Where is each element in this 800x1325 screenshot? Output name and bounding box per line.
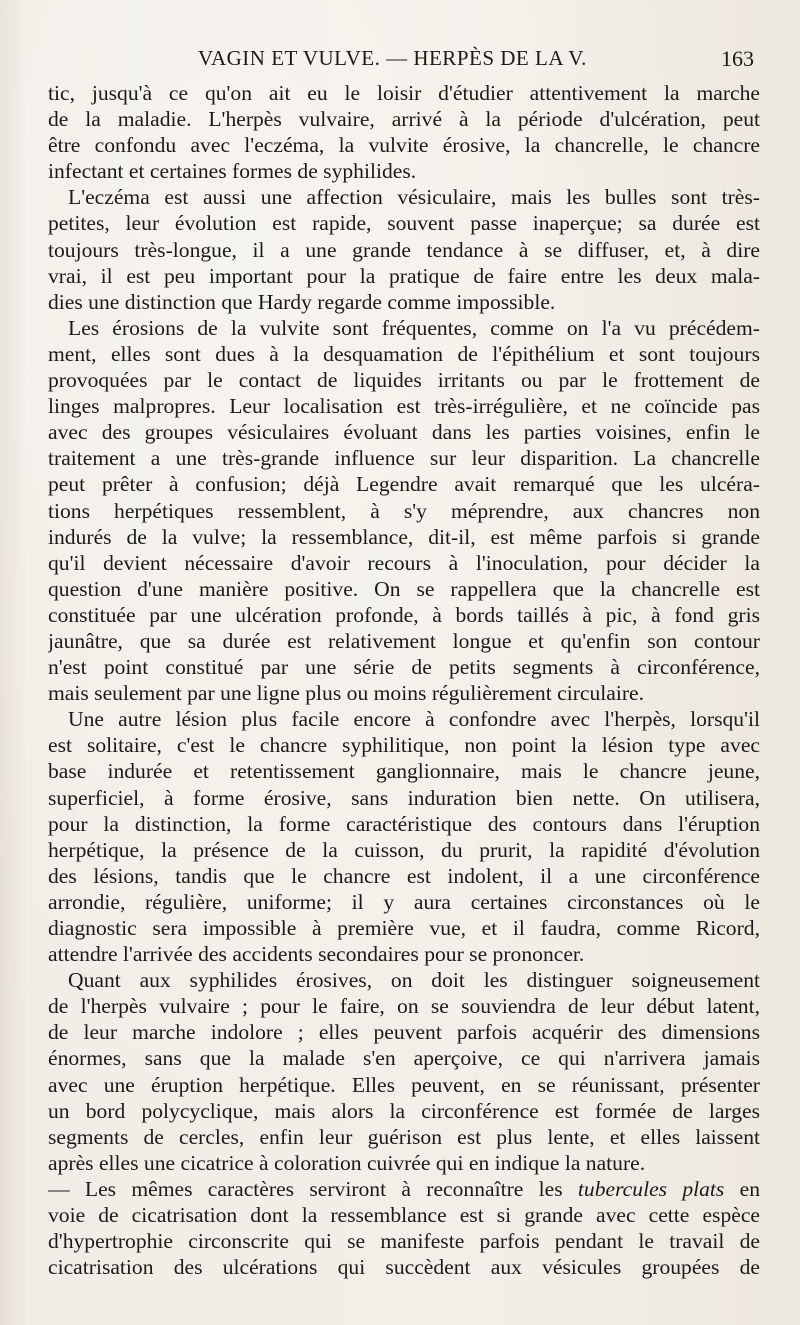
text-line: Les érosions de la vulvite sont fréquentes, comme on l'a vu précédem-	[68, 315, 760, 340]
paragraph	[48, 184, 760, 314]
text-line: vrai, il est peu important pour la pratique de faire entre les deux mala-	[48, 263, 760, 288]
text-line: dies une distinction que Hardy regarde comme impossible.	[48, 289, 556, 314]
text-line: tic, jusqu'à ce qu'on ait eu le loisir d'étudier attentivement la marche	[48, 81, 760, 105]
text-line: petites, leur évolution est rapide, souvent passe inaperçue; sa durée est	[48, 211, 760, 236]
text-line: des lésions, tandis que le chancre est indolent, il a une circonférence	[48, 863, 760, 888]
text-line: — Les mêmes caractères serviront à reconnaître les tubercules plats en	[48, 1176, 760, 1201]
text-line: avec une éruption herpétique. Elles peuvent, en se réunissant, présenter	[48, 1072, 760, 1097]
body-text	[48, 80, 760, 1280]
text-line: pour la distinction, la forme caractéristique des contours dans l'éruption	[48, 811, 760, 836]
text-line: linges malpropres. Leur localisation est très-irrégulière, et ne coïncide pas	[48, 394, 760, 419]
text-line: énormes, sans que la malade s'en aperçoive, ce qui n'arrivera jamais	[48, 1046, 760, 1071]
text-line: de la maladie. L'herpès vulvaire, arrivé à la période d'ulcération, peut	[48, 107, 760, 132]
text-line: de leur marche indolore ; elles peuvent parfois acquérir des dimensions	[48, 1020, 760, 1045]
text-line: ment, elles sont dues à la desquamation de l'épithélium et sont toujours	[48, 341, 760, 366]
paragraph	[48, 1176, 760, 1280]
text-line: avec des groupes vésiculaires évoluant dans les parties voisines, enfin le	[48, 420, 760, 445]
text-line: de l'herpès vulvaire ; pour le faire, on se souviendra de leur début latent,	[48, 994, 760, 1019]
text-line: n'est point constitué par une série de petits segments à circonférence,	[48, 655, 760, 680]
text-line: mais seulement par une ligne plus ou moins régulièrement circulaire.	[48, 681, 645, 706]
text-line: jaunâtre, que sa durée est relativement longue et qu'enfin son contour	[48, 628, 760, 653]
paragraph	[48, 80, 760, 184]
text-line: Quant aux syphilides érosives, on doit les distinguer soigneusement	[68, 968, 760, 993]
text-line: toujours très-longue, il a une grande tendance à se diffuser, et, à dire	[48, 237, 760, 262]
text-line: cicatrisation des ulcérations qui succèdent aux vésicules groupées de	[48, 1255, 760, 1280]
paragraph	[48, 967, 760, 1176]
text-line: est solitaire, c'est le chancre syphilitique, non point la lésion type avec	[48, 733, 760, 758]
text-line: indurés de la vulve; la ressemblance, dit-il, est même parfois si grande	[48, 524, 760, 549]
text-line: arrondie, régulière, uniforme; il y aura certaines circonstances où le	[48, 889, 760, 914]
text-line: question d'une manière positive. On se rappellera que la chancrelle est	[48, 576, 760, 601]
text-line: après elles une cicatrice à coloration cuivrée qui en indique la nature.	[48, 1150, 646, 1175]
text-line: base indurée et retentissement ganglionnaire, mais le chancre jeune,	[48, 759, 760, 784]
text-line: Une autre lésion plus facile encore à confondre avec l'herpès, lorsqu'il	[68, 707, 760, 732]
text-line: voie de cicatrisation dont la ressemblance est si grande avec cette espèce	[48, 1203, 760, 1228]
text-line: d'hypertrophie circonscrite qui se manifeste parfois pendant le travail de	[48, 1229, 760, 1254]
text-line: traitement a une très-grande influence sur leur disparition. La chancrelle	[48, 446, 760, 471]
text-line: attendre l'arrivée des accidents secondaires pour se prononcer.	[48, 942, 585, 967]
text-line: diagnostic sera impossible à première vue, et il faudra, comme Ricord,	[48, 916, 760, 940]
text-line: être confondu avec l'eczéma, la vulvite érosive, la chancrelle, le chancre	[48, 133, 760, 158]
text-line: constituée par une ulcération profonde, à bords taillés à pic, à fond gris	[48, 602, 760, 627]
italic-term: tubercules plats	[577, 1176, 725, 1201]
page-number: 163	[721, 46, 754, 71]
page-header	[48, 46, 760, 78]
text-line: segments de cercles, enfin leur guérison est plus lente, et elles laissent	[48, 1124, 760, 1149]
text-line: qu'il devient nécessaire d'avoir recours à l'inoculation, pour décider la	[48, 550, 760, 575]
text-line: tions herpétiques ressemblent, à s'y méprendre, aux chancres non	[48, 498, 760, 523]
text-line: L'eczéma est aussi une affection vésiculaire, mais les bulles sont très-	[68, 185, 760, 210]
text-line: infectant et certaines formes de syphilides.	[48, 159, 417, 184]
running-head: VAGIN ET VULVE. — HERPÈS DE LA V.	[198, 46, 587, 70]
text-line: peut prêter à confusion; déjà Legendre avait remarqué que les ulcéra-	[48, 472, 760, 497]
text-line: superficiel, à forme érosive, sans induration bien nette. On utilisera,	[48, 785, 760, 810]
paragraph	[48, 315, 760, 706]
text-line: herpétique, la présence de la cuisson, du prurit, la rapidité d'évolution	[48, 837, 760, 862]
text-line: provoquées par le contact de liquides irritants ou par le frottement de	[48, 368, 760, 393]
text-line: un bord polycyclique, mais alors la circonférence est formée de larges	[48, 1098, 760, 1123]
paragraph	[48, 706, 760, 967]
